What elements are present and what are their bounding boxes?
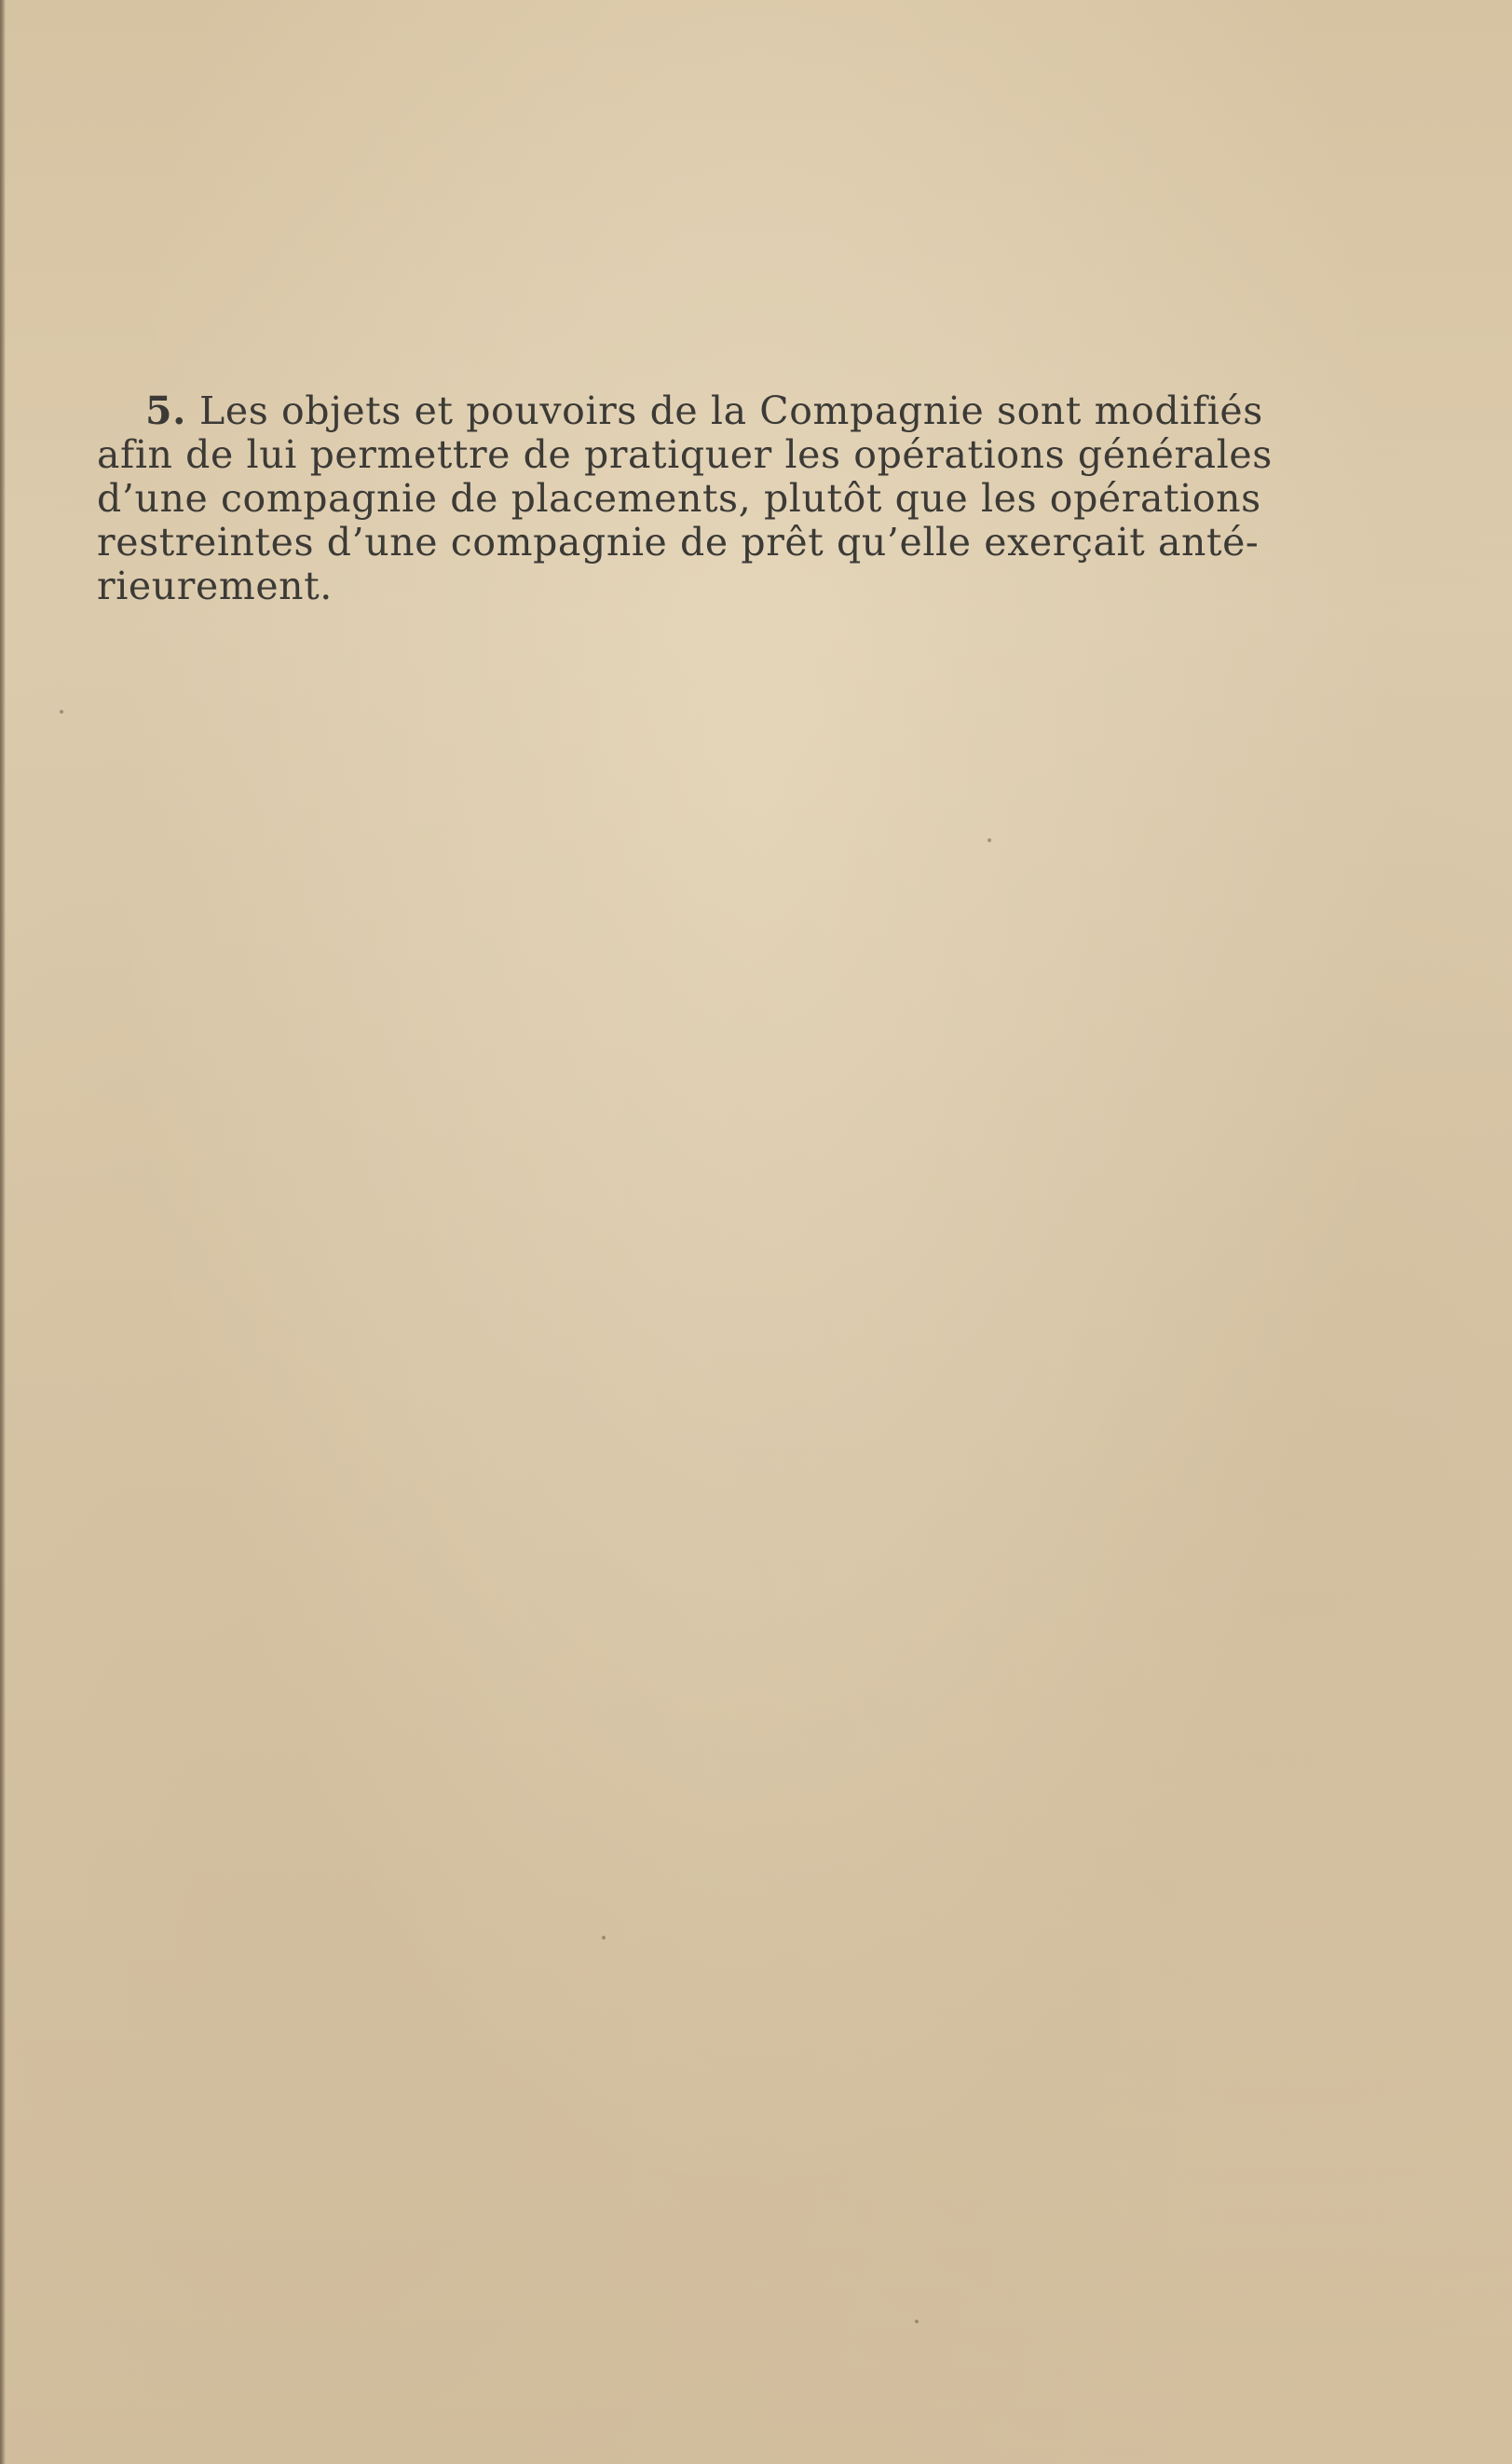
page-binding-edge [0, 0, 6, 2464]
paper-speck [60, 710, 63, 714]
article-line [97, 388, 1263, 433]
article-5 [97, 388, 1273, 608]
paper-speck [915, 2320, 919, 2323]
article-number: 5. [145, 388, 187, 433]
article-line-text: Les objets et pouvoirs de la Compagnie sont modifiés [199, 388, 1263, 433]
paper-speck [602, 1936, 606, 1940]
article-line: d’une compagnie de placements, plutôt que les opérations [97, 476, 1261, 521]
article-line: afin de lui permettre de pratiquer les opérations générales [97, 432, 1273, 477]
article-line: rieurement. [97, 564, 333, 608]
paper-speck [988, 838, 991, 842]
article-line: restreintes d’une compagnie de prêt qu’elle exerçait anté- [97, 520, 1260, 565]
